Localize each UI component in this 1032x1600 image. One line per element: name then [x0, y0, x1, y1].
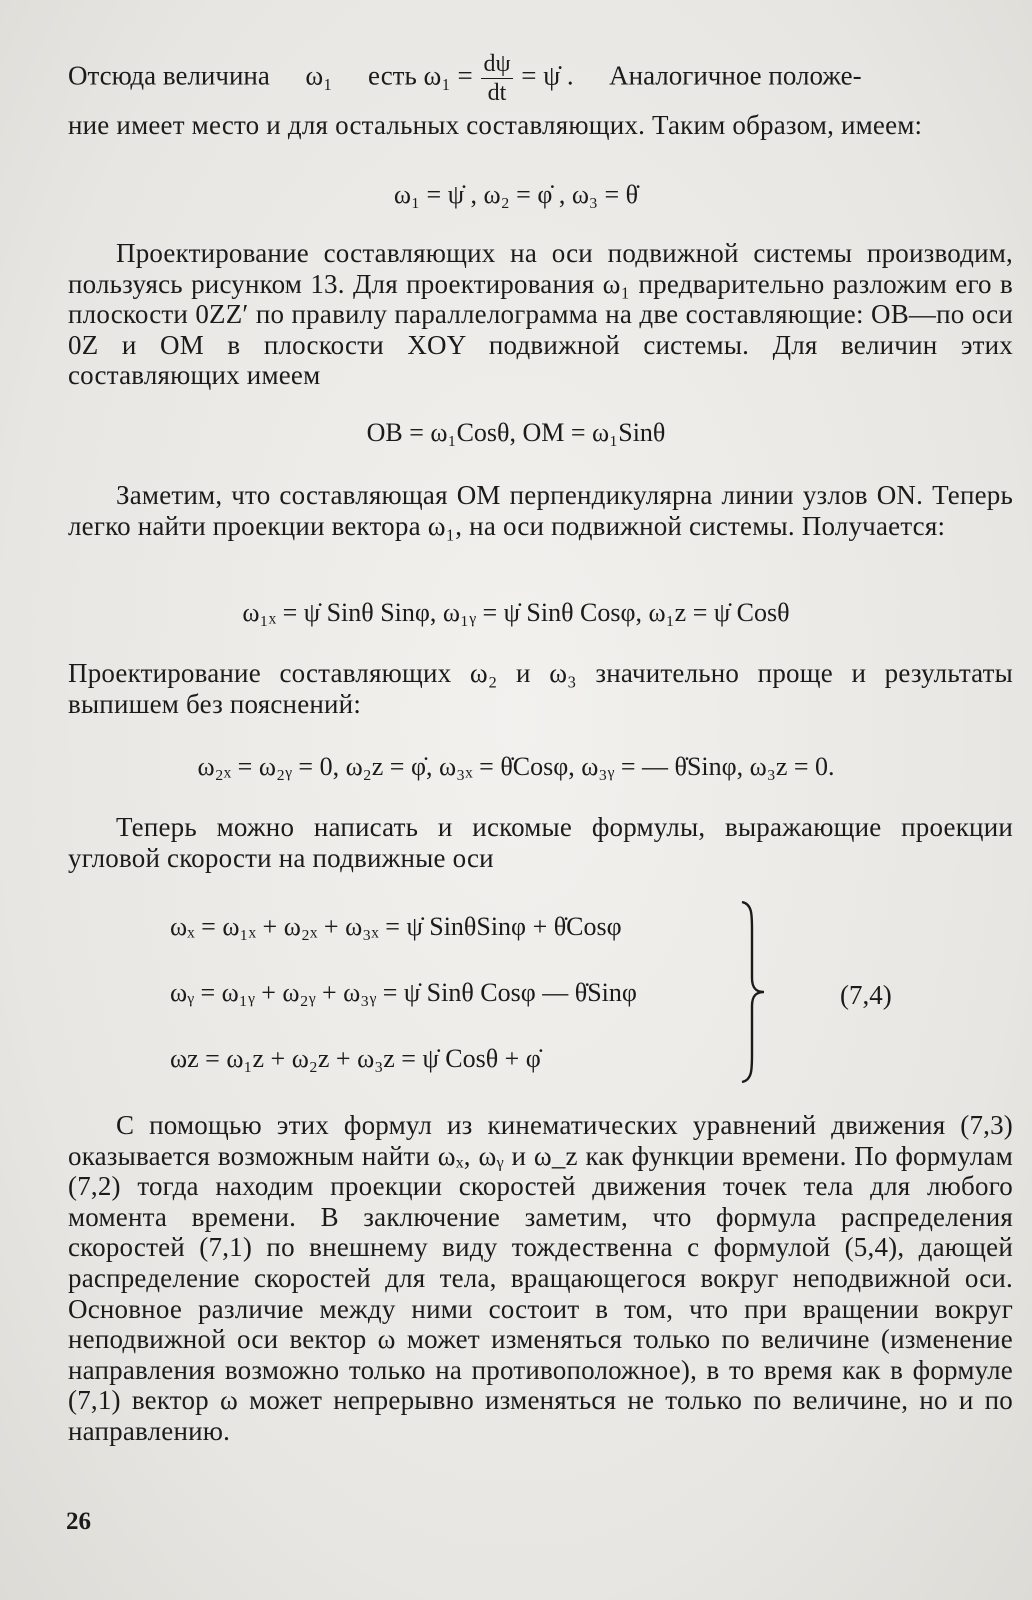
inline-eq-lhs: ω₁ =	[423, 60, 473, 91]
fraction-denominator: dt	[487, 80, 507, 106]
right-brace	[738, 900, 766, 1084]
paragraph-2: Проектирование составляющих на оси подвижной системы производим, пользуясь рисунком 13. Для проектирования ω₁ предварительно разложим его в плоскости 0ZZ′ по правилу параллелограмма на две составляющие: OB—по оси 0Z и OM в плоскости XOY подвижной системы. Для величин этих составляющих имеем	[68, 238, 1013, 391]
formula-omega2-omega3-projections: ω₂ₓ = ω₂ᵧ = 0, ω₂z = φ̇, ω₃ₓ = θ̇Cosφ, ω₃ᵧ = — θ̇Sinφ, ω₃z = 0.	[197, 752, 835, 781]
intro-text-c: Аналогичное положе-	[609, 60, 862, 91]
paragraph-5: Теперь можно написать и искомые формулы, выражающие проекции угловой скорости на подвижные оси	[68, 812, 1013, 873]
page-number: 26	[66, 1508, 91, 1535]
intro-line	[68, 52, 1013, 105]
fraction-numerator: dψ	[483, 51, 511, 77]
paragraph-1-continuation: ние имеет место и для остальных составляющих. Таким образом, имеем:	[68, 110, 923, 140]
paragraph-3: Заметим, что составляющая OM перпендикулярна линии узлов ON. Теперь легко найти проекции вектора ω₁, на оси подвижной системы. Получается:	[68, 480, 1013, 541]
intro-text-b: есть	[368, 60, 417, 91]
inline-eq-rhs: = ψ̇ .	[521, 60, 574, 91]
system-line-y: ωᵧ = ω₁ᵧ + ω₂ᵧ + ω₃ᵧ = ψ̇ Sinθ Cosφ — θ̇Sinφ	[170, 978, 637, 1007]
fraction-dphi-dt	[481, 52, 512, 105]
intro-text-a: Отсюда величина	[68, 60, 270, 91]
equation-number: (7,4)	[840, 980, 892, 1010]
system-line-x: ωₓ = ω₁ₓ + ω₂ₓ + ω₃ₓ = ψ̇ SinθSinφ + θ̇Cosφ	[170, 912, 622, 941]
formula-omega1-projections: ω₁ₓ = ψ̇ Sinθ Sinφ, ω₁ᵧ = ψ̇ Sinθ Cosφ, ω₁z = ψ̇ Cosθ	[242, 598, 790, 627]
system-line-z: ωz = ω₁z + ω₂z + ω₃z = ψ̇ Cosθ + φ̇	[170, 1044, 541, 1073]
paragraph-6: С помощью этих формул из кинематических уравнений движения (7,3) оказывается возможным найти ωₓ, ωᵧ и ω_z как функции времени. По формулам (7,2) тогда находим проекции скоростей движения точек тела для любого момента времени. В заключение заметим, что формула распределения скоростей (7,1) по внешнему виду тождественна с формулой (5,4), дающей распределение скоростей для тела, вращающегося вокруг неподвижной оси. Основное различие между ними состоит в том, что при вращении вокруг неподвижной оси вектор ω может изменяться только по величине (изменение направления возможно только на противоположное), в то время как в формуле (7,1) вектор ω может непрерывно изменяться не только по величине, но и по направлению.	[68, 1110, 1013, 1446]
paragraph-4: Проектирование составляющих ω₂ и ω₃ значительно проще и результаты выпишем без пояснений:	[68, 658, 1013, 719]
formula-omega-components: ω₁ = ψ̇ , ω₂ = φ̇ , ω₃ = θ̇	[393, 180, 639, 209]
formula-ob-om: OB = ω₁Cosθ, OM = ω₁Sinθ	[366, 418, 666, 447]
inline-omega1: ω₁	[305, 60, 333, 91]
